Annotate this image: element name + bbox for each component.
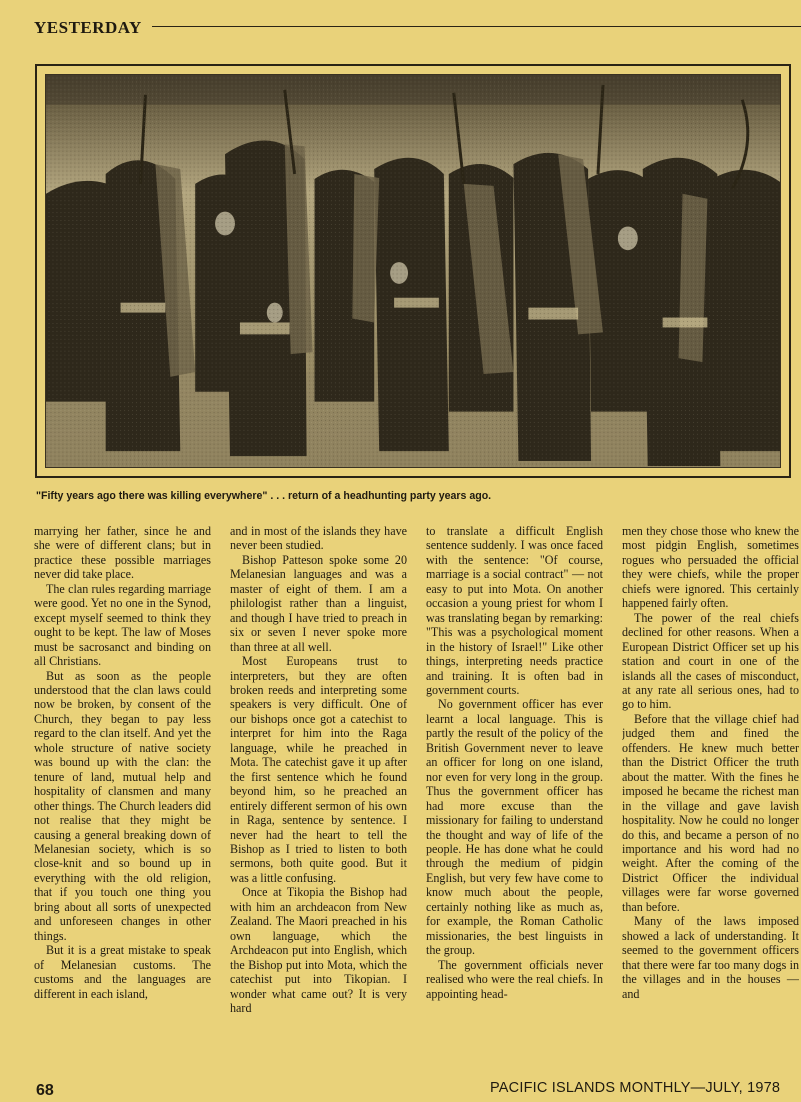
article-column-1 bbox=[34, 524, 211, 1072]
paragraph: Bishop Patteson spoke some 20 Melanesian languages and was a master of eight of them. I am a philologist rather than a linguist, and though I have tried to preach in six or seven I never spoke more than three at all well. bbox=[230, 552, 407, 654]
paragraph: The power of the real chiefs declined for other reasons. When a European District Officer set up his station and court in one of the islands all the cases of misconduct, at any rate all serious ones, had to go to him. bbox=[622, 610, 799, 712]
paragraph: The government officials never realised who were the real chiefs. In appointing head- bbox=[426, 957, 603, 1001]
headhunting-party-photo bbox=[45, 74, 781, 468]
page-number: 68 bbox=[36, 1082, 54, 1099]
paragraph: But it is a great mistake to speak of Melanesian customs. The customs and the languages are different in each island, bbox=[34, 943, 211, 1001]
paragraph: Before that the village chief had judged them and fined the offenders. He knew much better than the District Officer the truth about the matter. With the fines he imposed he became the richest man in the village and gave lavish hospitality. Now he could no longer do this, and became a person of no importance and his word had no weight. After the coming of the District Officer the individual villages were far worse governed than before. bbox=[622, 711, 799, 914]
paragraph: Many of the laws imposed showed a lack of understanding. It seemed to the government officers that there were far too many dogs in the villages and in the houses — and bbox=[622, 914, 799, 1001]
paragraph: men they chose those who knew the most pidgin English, sometimes rogues who persuaded the official they were chiefs, while the proper chiefs were ignored. This certainly happened fairly often. bbox=[622, 524, 799, 611]
section-title: YESTERDAY bbox=[34, 18, 142, 37]
header-rule bbox=[152, 26, 801, 27]
page-header bbox=[34, 18, 801, 40]
paragraph: Most Europeans trust to interpreters, but they are often broken reeds and interpreting some speakers is very difficult. One of our bishops once got a catechist to interpret for him into the Raga language, while he preached in Mota. The catechist gave it up after the first sentence which he found beyond him, so he preached an entirely different sermon of his own in Raga, sentence by sentence. I never had the heart to tell the Bishop as I tried to listen to both sermons, both quite good. But it was a little confusing. bbox=[230, 654, 407, 885]
photo-frame bbox=[35, 64, 791, 478]
paragraph: Once at Tikopia the Bishop had with him an archdeacon from New Zealand. The Maori preached in his own language, which the Archdeacon put into English, which the Bishop put into Mota, which the catechist put into Tikopian. I wonder what came out? It is very hard bbox=[230, 885, 407, 1015]
paragraph: marrying her father, since he and she were of different clans; but in practice these possible marriages never did take place. bbox=[34, 524, 211, 582]
article-column-2 bbox=[230, 524, 407, 1072]
paragraph: But as soon as the people understood that the clan laws could now be broken, by consent of the Church, they began to pay less regard to the clan itself. And yet the whole structure of native society was bound up with the clan: the tenure of land, mutual help and hospitality of clansmen and many other things. The Church leaders did not realise that they might be causing a general breaking down of Melanesian society, which is so close-knit and so bound up in everything with the old religion, that if you touch one thing you bring about all sorts of unexpected and unforeseen changes in other things. bbox=[34, 668, 211, 943]
publication-footer: PACIFIC ISLANDS MONTHLY—JULY, 1978 bbox=[490, 1080, 781, 1096]
paragraph: to translate a difficult English sentence suddenly. I was once faced with the sentence: "Of course, marriage is a social contract" — not easy to put into Mota. On another occasion a young priest for whom I was translating began by remarking: "This was a psychological moment in the history of Israel!" Like other things, interpreting needs practice and training. It is often bad in government courts. bbox=[426, 524, 603, 697]
article-column-3 bbox=[426, 524, 603, 1072]
photo-caption: "Fifty years ago there was killing everywhere" . . . return of a headhunting party years ago. bbox=[36, 490, 492, 502]
paragraph: The clan rules regarding marriage were good. Yet no one in the Synod, except myself seemed to think they ought to be kept. The law of Moses must be sacrosanct and binding on all Christians. bbox=[34, 581, 211, 669]
paragraph: and in most of the islands they have never been studied. bbox=[230, 524, 407, 553]
paragraph: No government officer has ever learnt a local language. This is partly the result of the policy of the British Government never to leave an officer for long on one island, nor even for very long in the group. Thus the government officer has had more excuse than the missionary for failing to understand the thought and way of life of the people. He has done what he could through the medium of pidgin English, but very few have come to know much about the people, certainly nothing like as much as, for example, the Roman Catholic missionaries, the best linguists in the group. bbox=[426, 697, 603, 958]
article-column-4 bbox=[622, 524, 799, 1072]
